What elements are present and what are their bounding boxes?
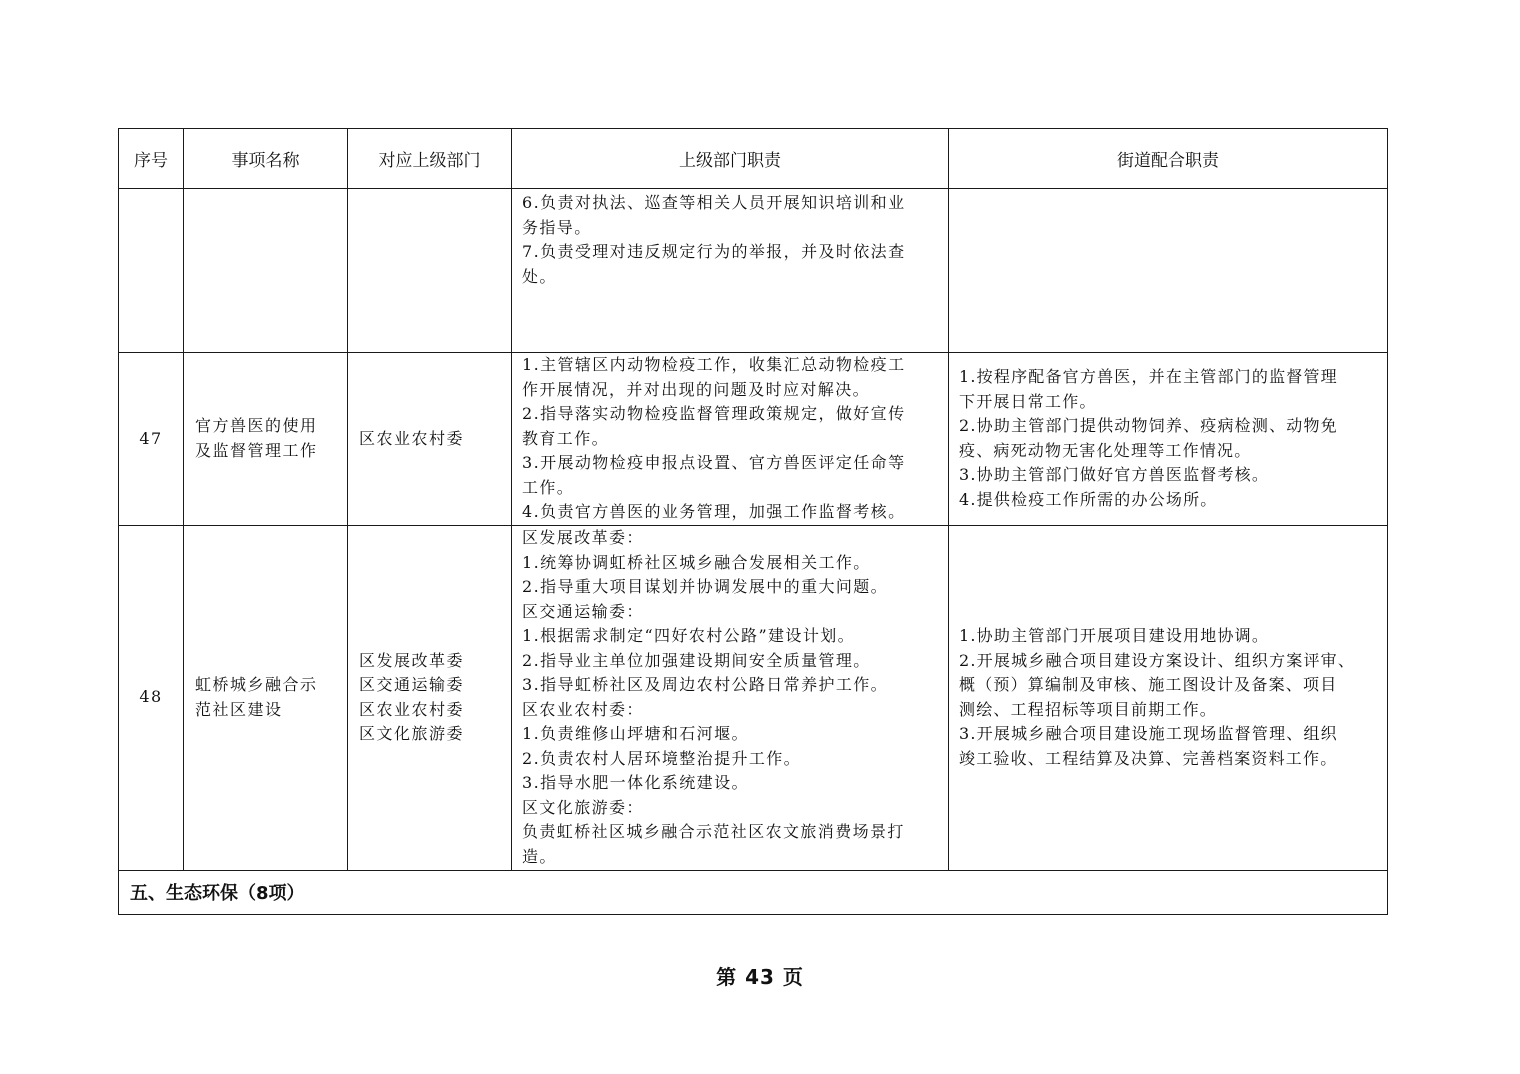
duty-line: 教育工作。	[522, 428, 610, 448]
dept-line: 区交通运输委	[359, 675, 465, 694]
duty-line: 作开展情况，并对出现的问题及时应对解决。	[522, 379, 871, 399]
duty-table	[118, 128, 1388, 915]
duty-line: 区发展改革委：	[522, 528, 644, 547]
duty-line: 2.指导业主单位加强建设期间安全质量管理。	[522, 650, 871, 670]
street-duty-line: 2.开展城乡融合项目建设方案设计、组织方案评审、	[959, 650, 1356, 670]
duty-line: 4.负责官方兽医的业务管理，加强工作监督考核。	[522, 502, 906, 521]
dept-line: 区农业农村委	[359, 699, 465, 719]
table-row	[119, 525, 1388, 870]
row-street-duty	[949, 353, 1388, 526]
row-item-name	[184, 525, 348, 870]
duty-line: 负责虹桥社区城乡融合示范社区农文旅消费场景打	[522, 822, 905, 841]
row-seq: 48	[119, 525, 184, 870]
duty-line: 1.主管辖区内动物检疫工作，收集汇总动物检疫工	[522, 355, 906, 374]
duty-line: 3.指导虹桥社区及周边农村公路日常养护工作。	[522, 675, 889, 694]
street-duty-line: 下开展日常工作。	[959, 391, 1097, 411]
street-duty-line: 4.提供检疫工作所需的办公场所。	[959, 489, 1218, 509]
duty-line: 3.开展动物检疫申报点设置、官方兽医评定任命等	[522, 453, 906, 472]
row-upper-duty	[512, 189, 949, 353]
header-item-name: 事项名称	[184, 129, 348, 189]
header-upper-dept: 对应上级部门	[348, 129, 512, 189]
duty-line: 工作。	[522, 477, 575, 497]
duty-line: 2.指导落实动物检疫监督管理政策规定，做好宣传	[522, 404, 906, 423]
dept-line: 区文化旅游委	[359, 724, 465, 743]
duty-line: 3.指导水肥一体化系统建设。	[522, 773, 749, 792]
row-upper-duty	[512, 353, 949, 526]
street-duty-line: 概（预）算编制及审核、施工图设计及备案、项目	[959, 675, 1338, 694]
dept-line: 区农业农村委	[359, 428, 465, 448]
row-upper-dept	[348, 525, 512, 870]
duty-line: 务指导。	[522, 217, 592, 237]
item-name-line: 虹桥城乡融合示	[195, 675, 318, 694]
duty-line: 1.负责维修山坪塘和石河堰。	[522, 724, 749, 743]
header-street-duty: 街道配合职责	[949, 129, 1388, 189]
street-duty-line: 3.协助主管部门做好官方兽医监督考核。	[959, 465, 1270, 485]
dept-line: 区发展改革委	[359, 650, 465, 670]
row-upper-dept	[348, 189, 512, 353]
section-label: 五、生态环保（8项）	[119, 870, 1388, 914]
street-duty-line: 2.协助主管部门提供动物饲养、疫病检测、动物免	[959, 416, 1338, 436]
table-row	[119, 189, 1388, 353]
street-duty-line: 1.协助主管部门开展项目建设用地协调。	[959, 626, 1270, 645]
row-seq	[119, 189, 184, 353]
item-name-line: 官方兽医的使用	[195, 416, 318, 436]
row-upper-duty	[512, 525, 949, 870]
table-header-row	[119, 129, 1388, 189]
duty-line: 2.负责农村人居环境整治提升工作。	[522, 748, 802, 768]
header-seq: 序号	[119, 129, 184, 189]
street-duty-line: 3.开展城乡融合项目建设施工现场监督管理、组织	[959, 724, 1338, 743]
item-name-line: 范社区建设	[195, 699, 283, 719]
section-row	[119, 870, 1388, 914]
row-seq: 47	[119, 353, 184, 526]
duty-line: 区文化旅游委：	[522, 797, 644, 817]
header-upper-duty: 上级部门职责	[512, 129, 949, 189]
page-number: 第 43 页	[716, 965, 804, 989]
street-duty-line: 竣工验收、工程结算及决算、完善档案资料工作。	[959, 748, 1338, 768]
item-name-line: 及监督管理工作	[195, 440, 318, 460]
duty-line: 1.根据需求制定“四好农村公路”建设计划。	[522, 626, 856, 645]
duty-line: 区农业农村委：	[522, 699, 644, 719]
street-duty-line: 1.按程序配备官方兽医，并在主管部门的监督管理	[959, 367, 1338, 387]
row-item-name	[184, 353, 348, 526]
row-street-duty	[949, 525, 1388, 870]
street-duty-line: 测绘、工程招标等项目前期工作。	[959, 699, 1218, 719]
row-street-duty	[949, 189, 1388, 353]
row-upper-dept	[348, 353, 512, 526]
duty-line: 造。	[522, 846, 557, 866]
table-row	[119, 353, 1388, 526]
duty-line: 6.负责对执法、巡查等相关人员开展知识培训和业	[522, 193, 906, 212]
duty-line: 区交通运输委：	[522, 601, 644, 621]
row-item-name	[184, 189, 348, 353]
duty-line: 7.负责受理对违反规定行为的举报，并及时依法查	[522, 242, 906, 261]
duty-line: 1.统筹协调虹桥社区城乡融合发展相关工作。	[522, 552, 871, 572]
duty-line: 2.指导重大项目谋划并协调发展中的重大问题。	[522, 577, 889, 596]
duty-line: 处。	[522, 266, 557, 286]
street-duty-line: 疫、病死动物无害化处理等工作情况。	[959, 440, 1252, 460]
